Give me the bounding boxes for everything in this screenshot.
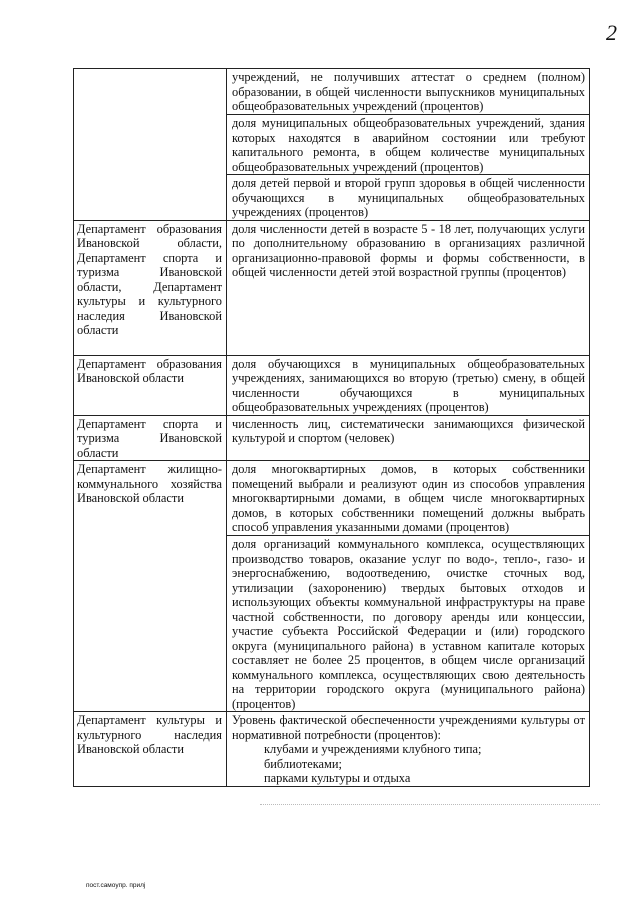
list-item: парками культуры и отдыха bbox=[264, 771, 411, 785]
table-row bbox=[74, 461, 590, 536]
indicator-cell: доля детей первой и второй групп здоровья в общей численности обучающихся в муниципальных общеобразовательных учреждениях (процентов) bbox=[227, 175, 590, 221]
department-cell: Департамент образования Ивановской области, Департамент спорта и туризма Ивановской области, Департамент культуры и культурного наследия Ивановской области bbox=[74, 220, 227, 355]
indicator-cell bbox=[227, 712, 590, 787]
page-number: 2 bbox=[606, 20, 617, 45]
indicator-cell: доля многоквартирных домов, в которых собственники помещений выбрали и реализуют один из способов управления многоквартирными домами, в общем числе многоквартирных домов, в которых собственники помещений должны выбрать способ управления указанными домами (процентов) bbox=[227, 461, 590, 536]
department-cell: Департамент спорта и туризма Ивановской области bbox=[74, 415, 227, 461]
indicator-cell: учреждений, не получивших аттестат о среднем (полном) образовании, в общей численности выпускников муниципальных общеобразовательных учреждений (процентов) bbox=[227, 69, 590, 115]
indicator-cell: доля организаций коммунального комплекса, осуществляющих производство товаров, оказание услуг по водо-, тепло-, газо- и энергоснабжению, водоотведению, очистке сточных вод, утилизации (захоронению) твердых бытовых отходов и использующих объекты коммунальной инфраструктуры на праве частной собственности, по договору аренды или концессии, участие субъекта Российской Федерации и (или) городского округа (муниципального района) в уставном капитале которых составляет не более 25 процентов, в общем числе организаций коммунального комплекса, осуществляющих свою деятельность на территории городского округа (муниципального района) (процентов) bbox=[227, 536, 590, 712]
department-cell bbox=[74, 69, 227, 221]
department-cell: Департамент культуры и культурного наследия Ивановской области bbox=[74, 712, 227, 787]
indicator-cell: доля численности детей в возрасте 5 - 18 лет, получающих услуги по дополнительному образованию в организациях различной организационно-правовой формы и формы собственности, в общей численности детей этой возрастной группы (процентов) bbox=[227, 220, 590, 355]
department-cell: Департамент образования Ивановской области bbox=[74, 355, 227, 415]
table-row bbox=[74, 415, 590, 461]
table-row bbox=[74, 69, 590, 115]
scan-artifact-dots bbox=[260, 804, 600, 806]
table-row bbox=[74, 712, 590, 787]
footer-code: пост.самоупр. прилj bbox=[86, 882, 146, 889]
indicator-cell: доля обучающихся в муниципальных общеобразовательных учреждениях, занимающихся во вторую (третью) смену, в общей численности обучающихся в муниципальных общеобразовательных учреждениях (процентов) bbox=[227, 355, 590, 415]
list-item: библиотеками; bbox=[264, 756, 342, 771]
indicators-table bbox=[73, 68, 590, 787]
culture-heading: Уровень фактической обеспеченности учреждениями культуры от нормативной потребности (процентов): bbox=[232, 713, 585, 742]
department-cell: Департамент жилищно-коммунального хозяйства Ивановской области bbox=[74, 461, 227, 712]
table-row bbox=[74, 220, 590, 355]
indicator-cell: доля муниципальных общеобразовательных учреждений, здания которых находятся в аварийном состоянии или требуют капитального ремонта, в общем количестве муниципальных общеобразовательных учреждений (процентов) bbox=[227, 115, 590, 175]
list-item: клубами и учреждениями клубного типа; bbox=[264, 742, 482, 756]
table-row bbox=[74, 355, 590, 415]
indicator-cell: численность лиц, систематически занимающихся физической культурой и спортом (человек) bbox=[227, 415, 590, 461]
